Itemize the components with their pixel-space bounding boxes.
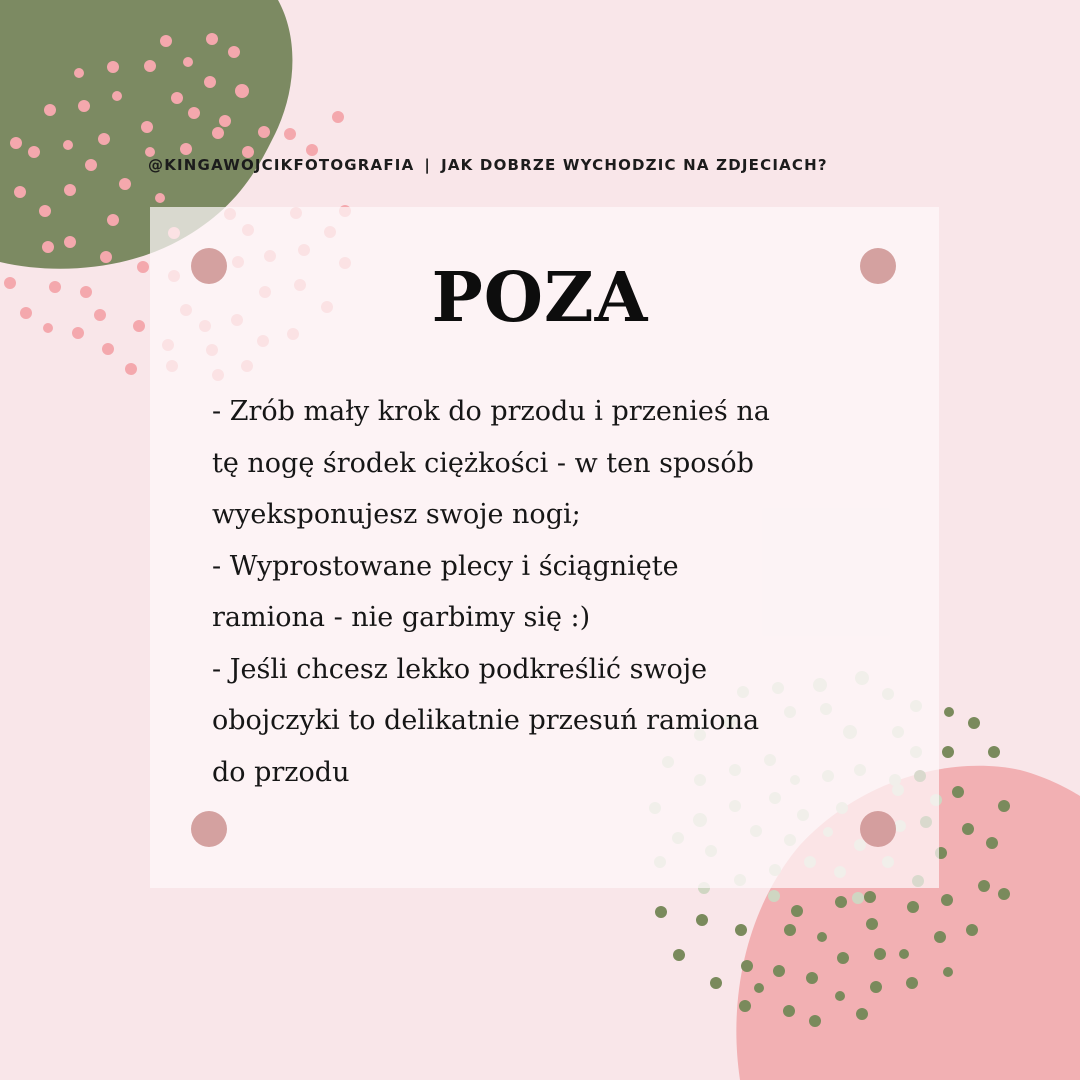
decor-dot — [741, 960, 753, 972]
decor-dot — [809, 1015, 821, 1027]
decor-dot — [42, 241, 54, 253]
corner-dot-bottom-right — [860, 811, 896, 847]
decor-dot — [899, 949, 909, 959]
decor-dot — [754, 983, 764, 993]
decor-dot — [710, 977, 722, 989]
decor-dot — [817, 932, 827, 942]
decor-dot — [63, 140, 73, 150]
decor-dot — [74, 68, 84, 78]
decor-dot — [107, 61, 119, 73]
page-title: POZA — [431, 258, 649, 338]
decor-dot — [235, 84, 249, 98]
decor-dot — [219, 115, 231, 127]
decor-dot — [735, 924, 747, 936]
body-text — [212, 386, 892, 798]
decor-dot — [852, 892, 864, 904]
decor-dot — [183, 57, 193, 67]
body-line: obojczyki to delikatnie przesuń ramiona — [212, 705, 760, 736]
body-line: tę nogę środek ciężkości - w ten sposób — [212, 447, 754, 479]
header-line — [148, 156, 948, 174]
decor-dot — [784, 924, 796, 936]
decor-dot — [204, 76, 216, 88]
decor-dot — [107, 214, 119, 226]
decor-dot — [966, 924, 978, 936]
decor-dot — [866, 918, 878, 930]
body-line: ramiona - nie garbimy się :) — [212, 602, 591, 633]
decor-dot — [188, 107, 200, 119]
decor-dot — [98, 133, 110, 145]
decor-dot — [119, 178, 131, 190]
decor-dot — [837, 952, 849, 964]
decor-dot — [944, 707, 954, 717]
body-line: - Wyprostowane plecy i ściągnięte — [212, 550, 679, 582]
decor-dot — [864, 891, 876, 903]
decor-dot — [806, 972, 818, 984]
decor-dot — [78, 100, 90, 112]
decor-dot — [258, 126, 270, 138]
decor-dot — [943, 967, 953, 977]
decor-dot — [39, 205, 51, 217]
decor-dot — [768, 890, 780, 902]
decor-dot — [171, 92, 183, 104]
decor-dot — [228, 46, 240, 58]
decor-dot — [673, 949, 685, 961]
decor-dot — [212, 127, 224, 139]
decor-dot — [906, 977, 918, 989]
decor-dot — [144, 60, 156, 72]
decor-dot — [64, 184, 76, 196]
decor-dot — [306, 144, 318, 156]
body-line: - Zrób mały krok do przodu i przenieś na — [212, 396, 770, 427]
decor-dot — [102, 343, 114, 355]
decor-dot — [934, 931, 946, 943]
body-line: do przodu — [212, 756, 350, 788]
decor-dot — [284, 128, 296, 140]
decor-dot — [206, 33, 218, 45]
decor-dot — [942, 746, 954, 758]
decor-dot — [968, 717, 980, 729]
decor-dot — [835, 896, 847, 908]
body-line: - Jeśli chcesz lekko podkreślić swoje — [212, 653, 708, 685]
decor-dot — [160, 35, 172, 47]
decor-dot — [125, 363, 137, 375]
decor-dot — [986, 837, 998, 849]
decor-dot — [739, 1000, 751, 1012]
decor-dot — [791, 905, 803, 917]
header-separator: | — [424, 156, 432, 174]
decor-dot — [952, 786, 964, 798]
decor-dot — [773, 965, 785, 977]
decor-dot — [180, 143, 192, 155]
decor-dot — [874, 948, 886, 960]
decor-dot — [962, 823, 974, 835]
decor-dot — [332, 111, 344, 123]
decor-dot — [856, 1008, 868, 1020]
decor-dot — [44, 104, 56, 116]
decor-dot — [64, 236, 76, 248]
decor-dot — [835, 991, 845, 1001]
decor-dot — [655, 906, 667, 918]
corner-dot-bottom-left — [191, 811, 227, 847]
decor-dot — [941, 894, 953, 906]
header-topic: JAK DOBRZE WYCHODZIC NA ZDJECIACH? — [441, 156, 828, 174]
instagram-handle: @KINGAWOJCIKFOTOGRAFIA — [148, 156, 415, 174]
decor-dot — [155, 193, 165, 203]
decor-dot — [112, 91, 122, 101]
decor-dot — [870, 981, 882, 993]
body-line: wyeksponujesz swoje nogi; — [212, 499, 581, 530]
decor-dot — [10, 137, 22, 149]
decor-dot — [988, 746, 1000, 758]
decor-dot — [998, 800, 1010, 812]
decor-dot — [978, 880, 990, 892]
decor-dot — [141, 121, 153, 133]
decor-dot — [14, 186, 26, 198]
decor-dot — [85, 159, 97, 171]
decor-dot — [998, 888, 1010, 900]
decor-dot — [696, 914, 708, 926]
decor-dot — [28, 146, 40, 158]
decor-dot — [907, 901, 919, 913]
decor-dot — [783, 1005, 795, 1017]
